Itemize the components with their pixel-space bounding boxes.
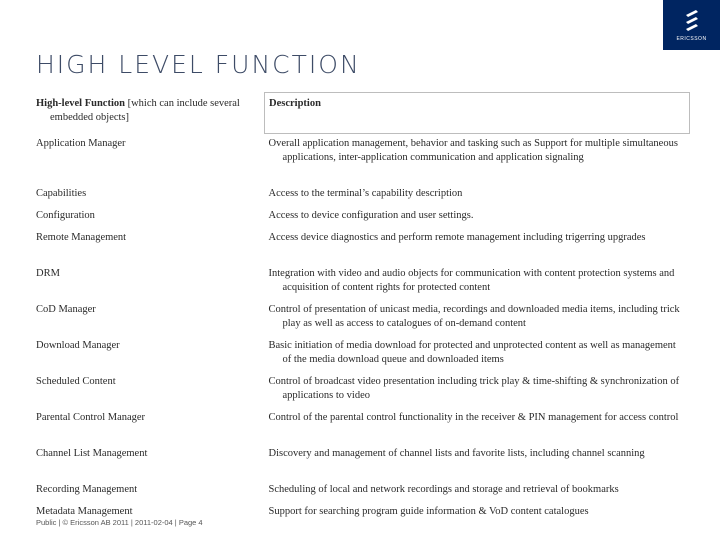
function-cell: DRM <box>36 267 60 279</box>
description-cell <box>265 444 690 480</box>
ericsson-marks-icon <box>684 9 700 31</box>
slide-title: HIGH LEVEL FUNCTION <box>36 50 361 79</box>
description-text: Basic initiation of media download for protected and unprotected content as well as management of the media download queue and downloaded items <box>268 339 676 365</box>
function-cell: Configuration <box>36 209 95 221</box>
description-text: Integration with video and audio objects for communication with content protection systems and acquisition of content rights for protected content <box>268 267 675 293</box>
table-row <box>34 372 690 408</box>
function-cell: Recording Management <box>36 483 138 495</box>
table-row <box>34 336 690 372</box>
table-row <box>34 300 690 336</box>
description-text: Control of broadcast video presentation including trick play & time-shifting & synchronization of applications to video <box>268 375 680 401</box>
footer: Public | © Ericsson AB 2011 | 2011-02-04 | Page 4 <box>36 518 203 527</box>
ericsson-logo <box>663 0 720 50</box>
description-cell <box>265 184 690 206</box>
table-row <box>34 206 690 228</box>
table-row <box>34 408 690 444</box>
table-row <box>34 264 690 300</box>
description-text: Access device diagnostics and perform remote management including trigerring upgrades <box>268 231 646 243</box>
ericsson-wordmark: ERICSSON <box>676 36 707 42</box>
table-row <box>34 480 690 502</box>
header-function-note: [which can include several embedded objects] <box>50 97 240 123</box>
description-cell <box>265 408 690 444</box>
description-cell <box>265 502 690 524</box>
description-cell <box>265 264 690 300</box>
description-cell <box>265 228 690 264</box>
description-text: Control of presentation of unicast media, recordings and downloaded media items, including trick play as well as access to catalogues of on-demand content <box>268 303 680 329</box>
description-text: Access to the terminal’s capability description <box>268 187 463 199</box>
header-description-cell <box>265 93 690 134</box>
description-text: Overall application management, behavior and tasking such as Support for multiple simultaneous applications, inter-application communication and application signaling <box>268 138 678 163</box>
description-cell <box>265 300 690 336</box>
description-cell <box>265 372 690 408</box>
description-cell <box>265 206 690 228</box>
description-cell <box>265 480 690 502</box>
function-cell: Scheduled Content <box>36 375 116 387</box>
description-cell <box>265 336 690 372</box>
function-cell: Capabilities <box>36 187 87 199</box>
function-cell: Parental Control Manager <box>36 411 146 423</box>
function-cell: Metadata Management <box>36 505 133 517</box>
table-row <box>34 184 690 206</box>
function-cell: Channel List Management <box>36 447 148 459</box>
description-text: Control of the parental control functionality in the receiver & PIN management for access control <box>268 411 679 423</box>
function-table <box>34 92 690 524</box>
description-text: Scheduling of local and network recordings and storage and retrieval of bookmarks <box>268 483 619 495</box>
table-row <box>34 228 690 264</box>
header-function-cell <box>34 93 265 134</box>
function-cell: Application Manager <box>36 137 126 149</box>
function-cell: Download Manager <box>36 339 120 351</box>
table-row <box>34 134 690 184</box>
description-text: Discovery and management of channel lists and favorite lists, including channel scanning <box>268 447 645 459</box>
table-header-row <box>34 93 690 134</box>
description-text: Support for searching program guide information & VoD content catalogues <box>268 505 589 517</box>
header-description-label: Description <box>269 98 321 109</box>
function-cell: Remote Management <box>36 231 127 243</box>
function-cell: CoD Manager <box>36 303 96 315</box>
table-row <box>34 444 690 480</box>
description-cell <box>265 134 690 184</box>
header-function-label: High-level Function <box>36 97 125 109</box>
description-text: Access to device configuration and user settings. <box>268 209 474 221</box>
